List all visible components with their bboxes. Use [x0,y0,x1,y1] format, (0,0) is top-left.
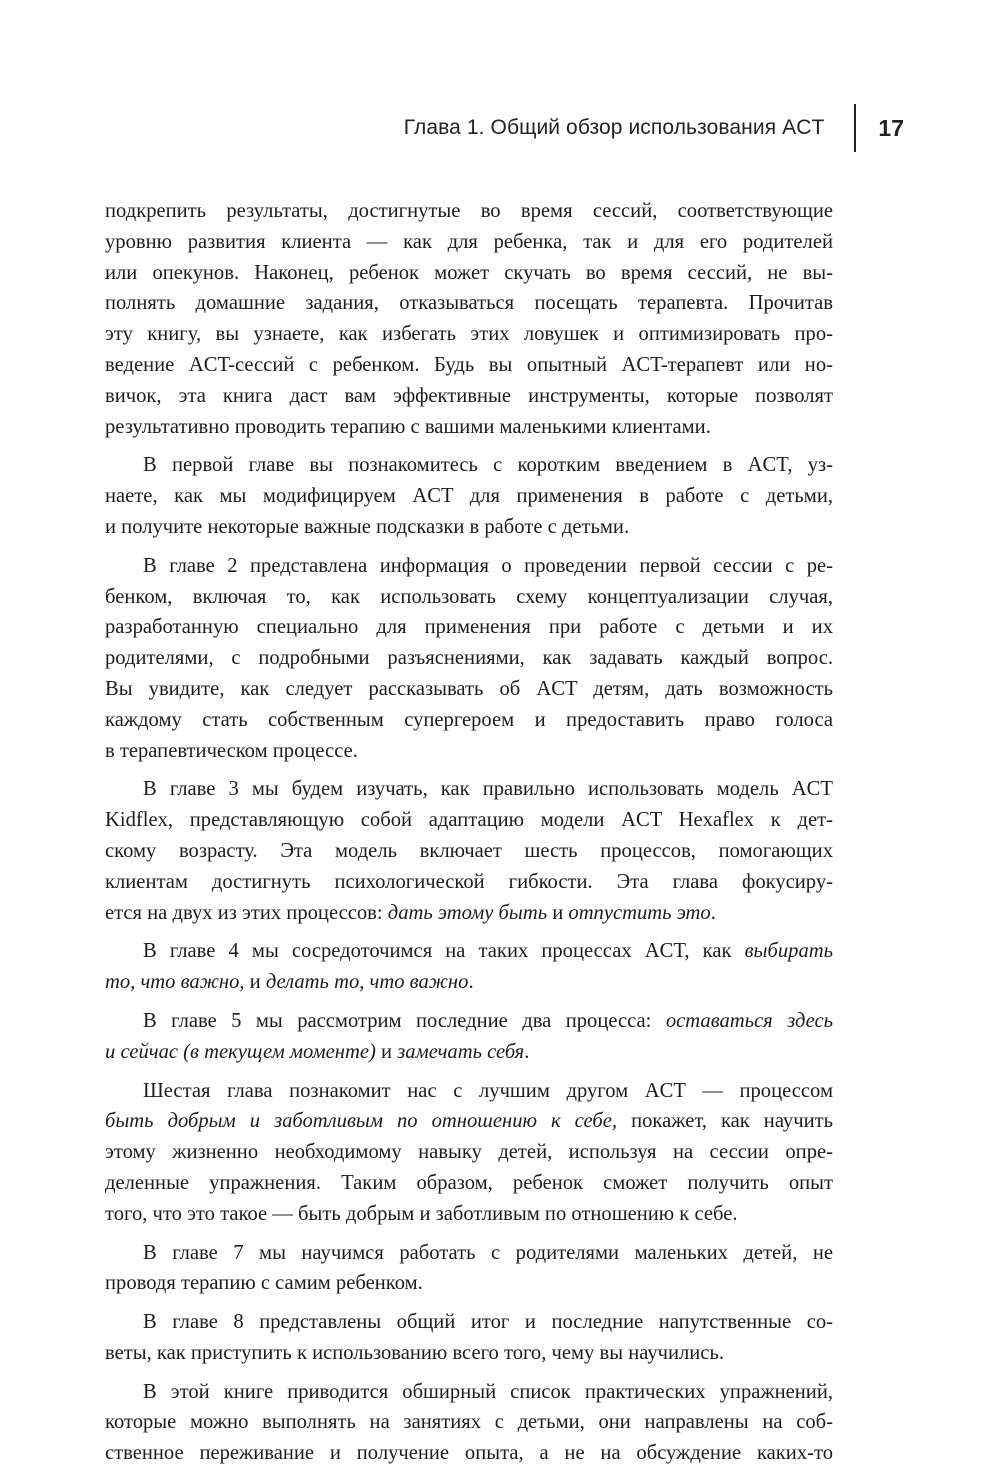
text-line [67,450,833,481]
text-run: или опекунов. Наконец, ребенок может скучать во время сессий, не вы- [105,261,833,284]
text-run: скому возрасту. Эта модель включает шесть процессов, помогающих [105,839,833,862]
text-line [67,1199,833,1230]
text-line [67,805,833,836]
text-line [67,967,833,998]
text-line [67,936,833,967]
text-line [67,1137,833,1168]
text-line [67,196,833,227]
text-run: деленные упражнения. Таким образом, ребенок сможет получить опыт [105,1171,833,1194]
text-run: и получите некоторые важные подсказки в работе с детьми. [105,515,630,538]
italic-term: замечать себя [397,1040,525,1063]
text-line [67,258,833,289]
text-line [67,551,833,582]
italic-term: быть добрым и заботливым по отношению к себе, [105,1110,618,1133]
text-run: В главе 8 представлены общий итог и последние напутственные со- [143,1311,833,1334]
text-line [67,412,833,443]
italic-term: то, что важно, [105,971,245,994]
text-line [67,674,833,705]
text-line [67,836,833,867]
text-run: разработанную специально для применения при работе с детьми и их [105,616,833,639]
text-line [67,898,833,929]
text-line [67,1006,833,1037]
text-run: Шестая глава познакомит нас с лучшим другом ACT — процессом [143,1079,833,1102]
text-run: ственное переживание и получение опыта, а не на обсуждение каких-то [105,1442,833,1465]
italic-term: дать этому быть [387,901,548,924]
text-run: В этой книге приводится обширный список практических упражнений, [143,1380,833,1403]
text-run: наете, как мы модифицируем ACT для применения в работе с детьми, [105,485,833,508]
text-line [67,1238,833,1269]
text-run: В главе 3 мы будем изучать, как правильно использовать модель ACT [143,778,833,801]
text-line [67,736,833,767]
text-line [67,774,833,805]
header-divider [854,104,856,152]
body-text [67,196,833,1477]
italic-term: выбирать [744,940,833,963]
text-line [67,643,833,674]
text-run: Kidflex, представляющую собой адаптацию модели ACT Hexaflex к дет- [105,809,833,832]
text-line [67,1377,833,1408]
text-run: В главе 5 мы рассмотрим последние два процесса: [143,1009,666,1032]
text-line [67,350,833,381]
text-run: покажет, как научить [617,1110,833,1133]
paragraph [67,551,833,767]
text-line [67,1106,833,1137]
text-run: эту книгу, вы узнаете, как избегать этих ловушек и оптимизировать про- [105,323,833,346]
italic-term: оставаться здесь [665,1009,834,1032]
text-line [67,1168,833,1199]
text-run: этому жизненно необходимому навыку детей, используя на сессии опре- [105,1141,833,1164]
text-line [67,1407,833,1438]
text-line [67,1268,833,1299]
text-line [67,1438,833,1469]
paragraph [67,450,833,542]
text-line [67,867,833,898]
text-run: проводя терапию с самим ребенком. [105,1272,423,1295]
text-run: полнять домашние задания, отказываться посещать терапевта. Прочитав [105,292,833,315]
chapter-title: Глава 1. Общий обзор использования ACT [403,116,825,139]
text-line [67,705,833,736]
text-line [67,1076,833,1107]
text-line [67,1307,833,1338]
text-line [67,288,833,319]
text-run: каждому стать собственным супергероем и предоставить право голоса [105,708,833,731]
text-run: Вы увидите, как следует рассказывать об ACT детям, дать возможность [105,677,833,700]
text-run: ведение ACT-сессий с ребенком. Будь вы опытный ACT-терапевт или но- [105,353,833,376]
text-line [67,481,833,512]
text-line [67,319,833,350]
paragraph [67,1307,833,1369]
paragraph [67,1076,833,1230]
paragraph [67,1377,833,1469]
text-run: подкрепить результаты, достигнутые во время сессий, соответствующие [105,200,833,222]
paragraph [67,936,833,998]
text-line [67,612,833,643]
text-run: веты, как приступить к использованию всего того, чему вы научились. [105,1341,724,1364]
text-line [67,381,833,412]
text-run: в терапевтическом процессе. [105,739,358,762]
italic-term: и сейчас (в текущем моменте) [105,1040,376,1063]
paragraph [67,1238,833,1300]
text-run: . [468,971,474,994]
text-run: . [710,901,716,924]
text-run: В первой главе вы познакомитесь с коротким введением в ACT, уз- [143,454,833,477]
text-run: и [547,901,569,924]
paragraph [67,1006,833,1068]
text-run: результативно проводить терапию с вашими маленькими клиентами. [105,415,711,438]
text-run: родителями, с подробными разъяснениями, как задавать каждый вопрос. [105,647,833,670]
italic-term: делать то, что важно [265,971,469,994]
text-line [67,227,833,258]
text-run: вичок, эта книга даст вам эффективные инструменты, которые позволят [105,384,833,407]
italic-term: отпустить это [568,901,711,924]
text-run: . [524,1040,530,1063]
paragraph [67,196,833,442]
text-run: бенком, включая то, как использовать схему концептуализации случая, [105,585,833,608]
text-line [67,582,833,613]
text-run: и [375,1040,398,1063]
text-line [67,1338,833,1369]
text-run: В главе 2 представлена информация о проведении первой сессии с ре- [143,554,833,577]
running-header [404,103,904,153]
text-run: В главе 4 мы сосредоточимся на таких процессах ACT, как [143,940,745,963]
text-run: В главе 7 мы научимся работать с родителями маленьких детей, не [143,1241,833,1264]
text-run: ется на двух из этих процессов: [105,901,388,924]
text-line [67,1037,833,1068]
paragraph [67,774,833,928]
text-run: уровню развития клиента — как для ребенка, так и для его родителей [105,230,833,253]
text-run: и [244,971,266,994]
text-run: которые можно выполнять на занятиях с детьми, они направлены на соб- [105,1411,833,1434]
text-line [67,512,833,543]
text-run: того, что это такое — быть добрым и заботливым по отношению к себе. [105,1202,738,1225]
page-number: 17 [878,114,904,141]
text-run: клиентам достигнуть психологической гибкости. Эта глава фокусиру- [105,870,833,893]
